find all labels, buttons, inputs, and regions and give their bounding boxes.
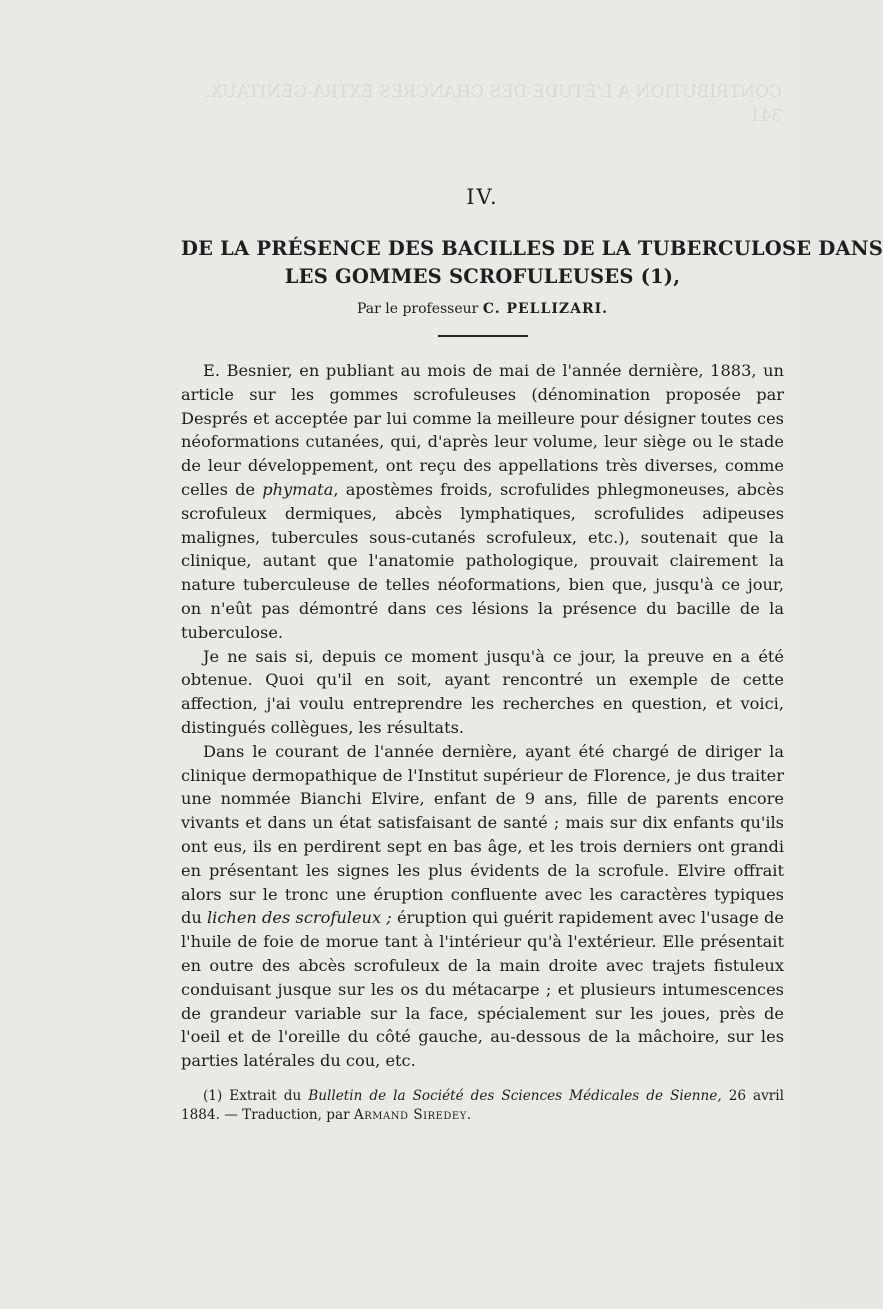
separator-rule (438, 335, 528, 337)
footnote-translator: Armand Siredey. (353, 1106, 472, 1123)
article (181, 175, 883, 1125)
title-line-2: LES GOMMES SCROFULEUSES (1), (284, 265, 681, 288)
paragraph-3-text-a: Dans le courant de l'année dernière, ayant été chargé de diriger la clinique dermopathique de l'Institut supérieur de Florence, je dus traiter une nommée Bianchi Elvire, enfant de 9 ans, fille de parents encore vivants et dans un état satisfaisant de santé ; mais sur dix enfants qu'ils ont eus, ils en perdirent sept en bas âge, et les trois derniers ont grandi en présentant les signes les plus évidents de la scrofule. Elvire offrait alors sur le tronc une éruption confluente avec les caractères typiques du (181, 741, 784, 928)
paragraph-1-text-a: E. Besnier, en publiant au mois de mai de l'année dernière, 1883, un article sur les gommes scrofuleuses (dénomination proposée par Després et acceptée par lui comme la meilleure pour désigner toutes ces néoformations cutanées, qui, d'après leur volume, leur siège ou le stade de leur développement, ont reçu des appellations très diverses, comme celles de (181, 361, 784, 499)
paragraph-1-text-b: , apostèmes froids, scrofulides phlegmoneuses, abcès scrofuleux dermiques, abcès lymphatiques, scrofulides adipeuses malignes, tubercules sous-cutanés scrofuleux, etc.), soutenait que la clinique, autant que l'anatomie pathologique, prouvait clairement la nature tuberculeuse de telles néoformations, bien que, jusqu'à ce jour, on n'eût pas démontré dans ces lésions la présence du bacille de la tuberculose. (181, 479, 784, 642)
footnote-text-b: 26 avril 1884. — Traduction, par (181, 1087, 784, 1123)
paragraph-1 (181, 359, 784, 645)
bleed-through-text (182, 80, 782, 128)
paragraph-3 (181, 740, 784, 1073)
footnote-text-a: (1) Extrait du (203, 1087, 309, 1104)
article-title (181, 235, 883, 291)
byline-prefix: Par le professeur (356, 301, 479, 317)
footnote (181, 1087, 784, 1125)
part-number: IV. (466, 185, 499, 209)
byline (181, 301, 784, 317)
author-name: C. PELLIZARI. (482, 301, 609, 317)
paragraph-3-text-b: éruption qui guérit rapidement avec l'usage de l'huile de foie de morue tant à l'intérieur qu'à l'extérieur. Elle présentait en outre des abcès scrofuleux de la main droite avec trajets fistuleux conduisant jusque sur les os du métacarpe ; et plusieurs intumescences de grandeur variable sur la face, spécialement sur les joues, près de l'oeil et de l'oreille du côté gauche, au-dessous de la mâchoire, sur les parties latérales du cou, etc. (181, 908, 784, 1071)
paragraph-1-italic: phymata (262, 479, 334, 499)
title-line-1: DE LA PRÉSENCE DES BACILLES DE LA TUBERCULOSE DANS (181, 237, 883, 260)
paragraph-3-italic: lichen des scrofuleux ; (207, 908, 392, 928)
bleed-through-header: CONTRIBUTION A L'ÉTUDE DES CHANCRES EXTRA-GÉNITAUX. 341 (204, 82, 782, 126)
footnote-italic: Bulletin de la Société des Sciences Médicales de Sienne, (308, 1087, 722, 1104)
paragraph-2: Je ne sais si, depuis ce moment jusqu'à ce jour, la preuve en a été obtenue. Quoi qu'il en soit, ayant rencontré un exemple de cette affection, j'ai voulu entreprendre les recherches en question, et voici, distingués collègues, les résultats. (181, 646, 784, 737)
